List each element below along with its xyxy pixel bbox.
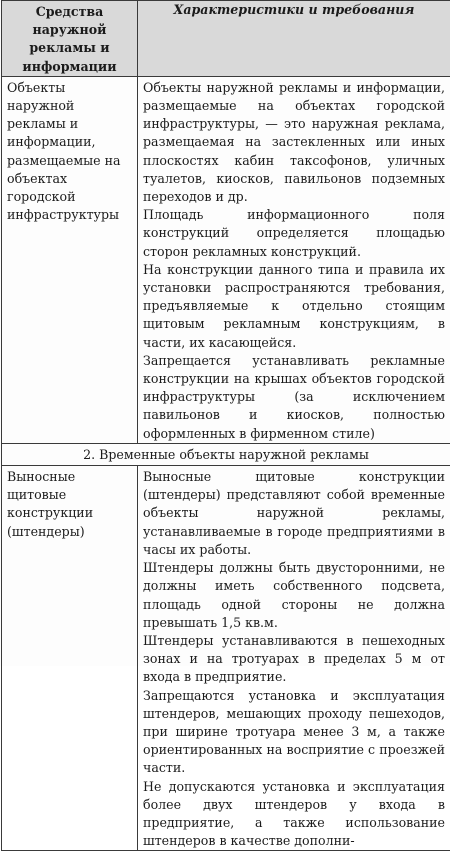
requirements-table — [1, 0, 450, 851]
table-row — [2, 466, 450, 851]
table-row — [2, 76, 450, 443]
row-category-label: Выносные щитовые конструкции (штендеры) — [2, 466, 138, 851]
table-header-row — [2, 1, 450, 77]
section-title: 2. Временные объекты наружной рекламы — [2, 443, 450, 465]
requirement-paragraph: Не допускаются установка и эксплуатация более двух штендеров у входа в предприятие, а также использование штендеров в качестве дополни- — [143, 778, 445, 851]
requirement-paragraph: На конструкции данного типа и правила их установки распространяются требования, предъявляемые к отдельно стоящим щитовым рекламным конструкциям, в части, их касающейся. — [143, 261, 445, 352]
requirement-paragraph: Выносные щитовые конструкции (штендеры) представляют собой временные объекты наружной рекламы, устанавливаемые в городе предприятиями в часы их работы. — [143, 468, 445, 559]
requirement-paragraph: Запрещаются установка и эксплуатация штендеров, мешающих проходу пешеходов, при ширине тротуара менее 3 м, а также ориентированных на восприятие с проезжей части. — [143, 687, 445, 778]
row-category-label: Объекты наружной рекламы и информации, размещаемые на объектах городской инфраструктуры — [2, 76, 138, 443]
row-requirements-cell — [138, 466, 450, 851]
requirement-paragraph: Площадь информационного поля конструкций определяется площадью сторон рекламных конструкций. — [143, 206, 445, 261]
section-row — [2, 443, 450, 465]
requirement-paragraph: Запрещается устанавливать рекламные конструкции на крышах объектов городской инфраструктуры (за исключением павильонов и киосков, полностью оформленных в фирменном стиле) — [143, 352, 445, 443]
header-col-means: Средства наружной рекламы и информации — [2, 1, 138, 77]
row-requirements-cell — [138, 76, 450, 443]
requirement-paragraph: Объекты наружной рекламы и информации, размещаемые на объектах городской инфраструктуры, — это наружная реклама, размещаемая на застекленных или иных плоскостях кабин таксофонов, уличных туалетов, киосков, павильонов подземных переходов и др. — [143, 79, 445, 206]
requirement-paragraph: Штендеры должны быть двусторонними, не должны иметь собственного подсвета, площадь одной стороны не должна превышать 1,5 кв.м. — [143, 559, 445, 632]
header-col-requirements: Характеристики и требования — [138, 1, 450, 77]
requirement-paragraph: Штендеры устанавливаются в пешеходных зонах и на тротуарах в пределах 5 м от входа в предприятие. — [143, 632, 445, 687]
